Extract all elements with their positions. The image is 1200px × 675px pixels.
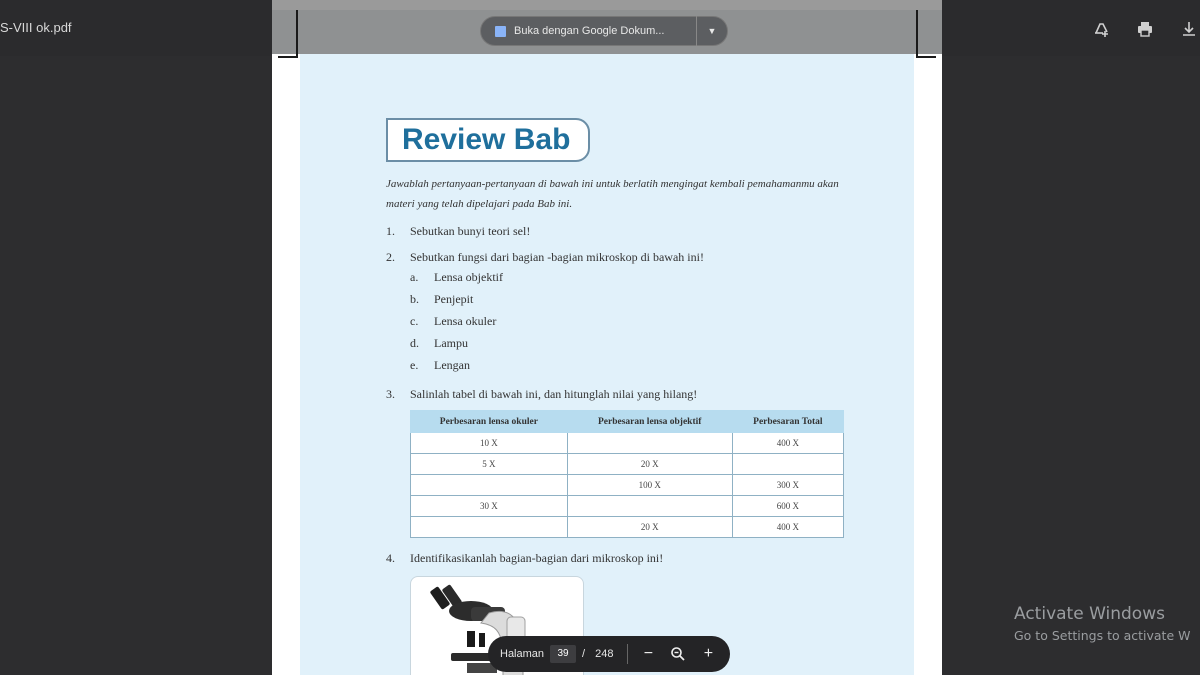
table-cell	[411, 517, 568, 538]
table-cell: 20 X	[567, 517, 732, 538]
question-text: Identifikasikanlah bagian-bagian dari mikroskop ini!	[410, 551, 664, 565]
page-content	[300, 54, 914, 675]
table-cell	[567, 496, 732, 517]
table-row	[411, 496, 844, 517]
table-cell: 30 X	[411, 496, 568, 517]
zoom-magnifier-icon	[670, 646, 686, 662]
question-number: 2.	[386, 250, 395, 264]
page-separator: /	[582, 648, 586, 660]
sub-item	[410, 292, 473, 307]
magnification-table	[410, 410, 844, 538]
chevron-down-icon[interactable]: ▼	[707, 26, 717, 36]
table-cell	[732, 454, 843, 475]
sub-item-letter: b.	[410, 292, 419, 306]
sub-item-text: Lampu	[434, 336, 468, 350]
sub-item	[410, 270, 503, 285]
sub-item	[410, 336, 468, 351]
table-cell: 300 X	[732, 475, 843, 496]
zoom-out-button[interactable]: −	[643, 645, 654, 662]
question-text: Salinlah tabel di bawah ini, dan hitunglah nilai yang hilang!	[410, 387, 698, 401]
chapter-title: Review Bab	[402, 123, 571, 156]
table-header: Perbesaran lensa okuler	[411, 411, 568, 433]
sub-item-text: Lensa objektif	[434, 270, 503, 284]
table-cell	[411, 475, 568, 496]
crop-mark	[278, 44, 296, 58]
table-cell: 5 X	[411, 454, 568, 475]
open-with-label: Buka dengan Google Dokum...	[514, 25, 665, 37]
zoom-in-button[interactable]: +	[703, 645, 714, 662]
sub-item-letter: a.	[410, 270, 419, 284]
sub-item-text: Lengan	[434, 358, 470, 372]
sub-item-letter: c.	[410, 314, 419, 328]
table-cell	[567, 433, 732, 454]
print-icon[interactable]	[1134, 18, 1156, 40]
viewer-background-left	[0, 56, 272, 675]
current-page-input[interactable]: 39	[550, 645, 576, 663]
table-header: Perbesaran Total	[732, 411, 843, 433]
table-cell: 600 X	[732, 496, 843, 517]
table-cell: 10 X	[411, 433, 568, 454]
question-number: 4.	[386, 551, 395, 565]
chapter-title-box	[386, 118, 590, 162]
crop-mark	[916, 10, 918, 58]
sub-item	[410, 358, 470, 373]
sub-item-letter: d.	[410, 336, 419, 350]
pagebar-divider	[627, 644, 628, 664]
question-number: 3.	[386, 387, 395, 401]
page-edge	[272, 0, 942, 10]
page-label: Halaman	[500, 648, 545, 660]
download-icon[interactable]	[1178, 18, 1200, 40]
page-navigation-bar	[488, 636, 730, 672]
activate-windows-watermark	[1014, 604, 1190, 643]
watermark-subtitle: Go to Settings to activate W	[1014, 628, 1191, 643]
file-name: S-VIII ok.pdf	[0, 20, 72, 35]
toolbar-actions	[1090, 18, 1200, 40]
watermark-title: Activate Windows	[1014, 604, 1165, 624]
intro-text: Jawablah pertanyaan-pertanyaan di bawah ini untuk berlatih mengingat kembali pemahamanmu akan materi yang telah dipelajari pada Bab ini.	[386, 178, 839, 210]
table-header: Perbesaran lensa objektif	[567, 411, 732, 433]
question-text: Sebutkan bunyi teori sel!	[410, 224, 531, 238]
total-pages: 248	[595, 648, 614, 660]
table-cell: 20 X	[567, 454, 732, 475]
zoom-fit-button[interactable]	[668, 644, 688, 664]
table-row	[411, 454, 844, 475]
table-cell: 400 X	[732, 517, 843, 538]
crop-mark	[296, 10, 298, 58]
sub-item-text: Lensa okuler	[434, 314, 497, 328]
google-docs-icon	[495, 26, 506, 37]
sub-item-letter: e.	[410, 358, 419, 372]
table-cell: 400 X	[732, 433, 843, 454]
viewer-background-right	[942, 56, 1200, 675]
table-cell: 100 X	[567, 475, 732, 496]
open-with-google-docs-button[interactable]	[480, 16, 728, 46]
question-text: Sebutkan fungsi dari bagian -bagian mikroskop di bawah ini!	[410, 250, 704, 264]
sub-item-text: Penjepit	[434, 292, 474, 306]
table-row	[411, 475, 844, 496]
table-row	[411, 433, 844, 454]
drive-add-icon[interactable]	[1090, 18, 1112, 40]
table-row	[411, 517, 844, 538]
crop-mark	[918, 44, 936, 58]
question-number: 1.	[386, 224, 395, 238]
table-header-row	[411, 411, 844, 433]
sub-item	[410, 314, 496, 329]
